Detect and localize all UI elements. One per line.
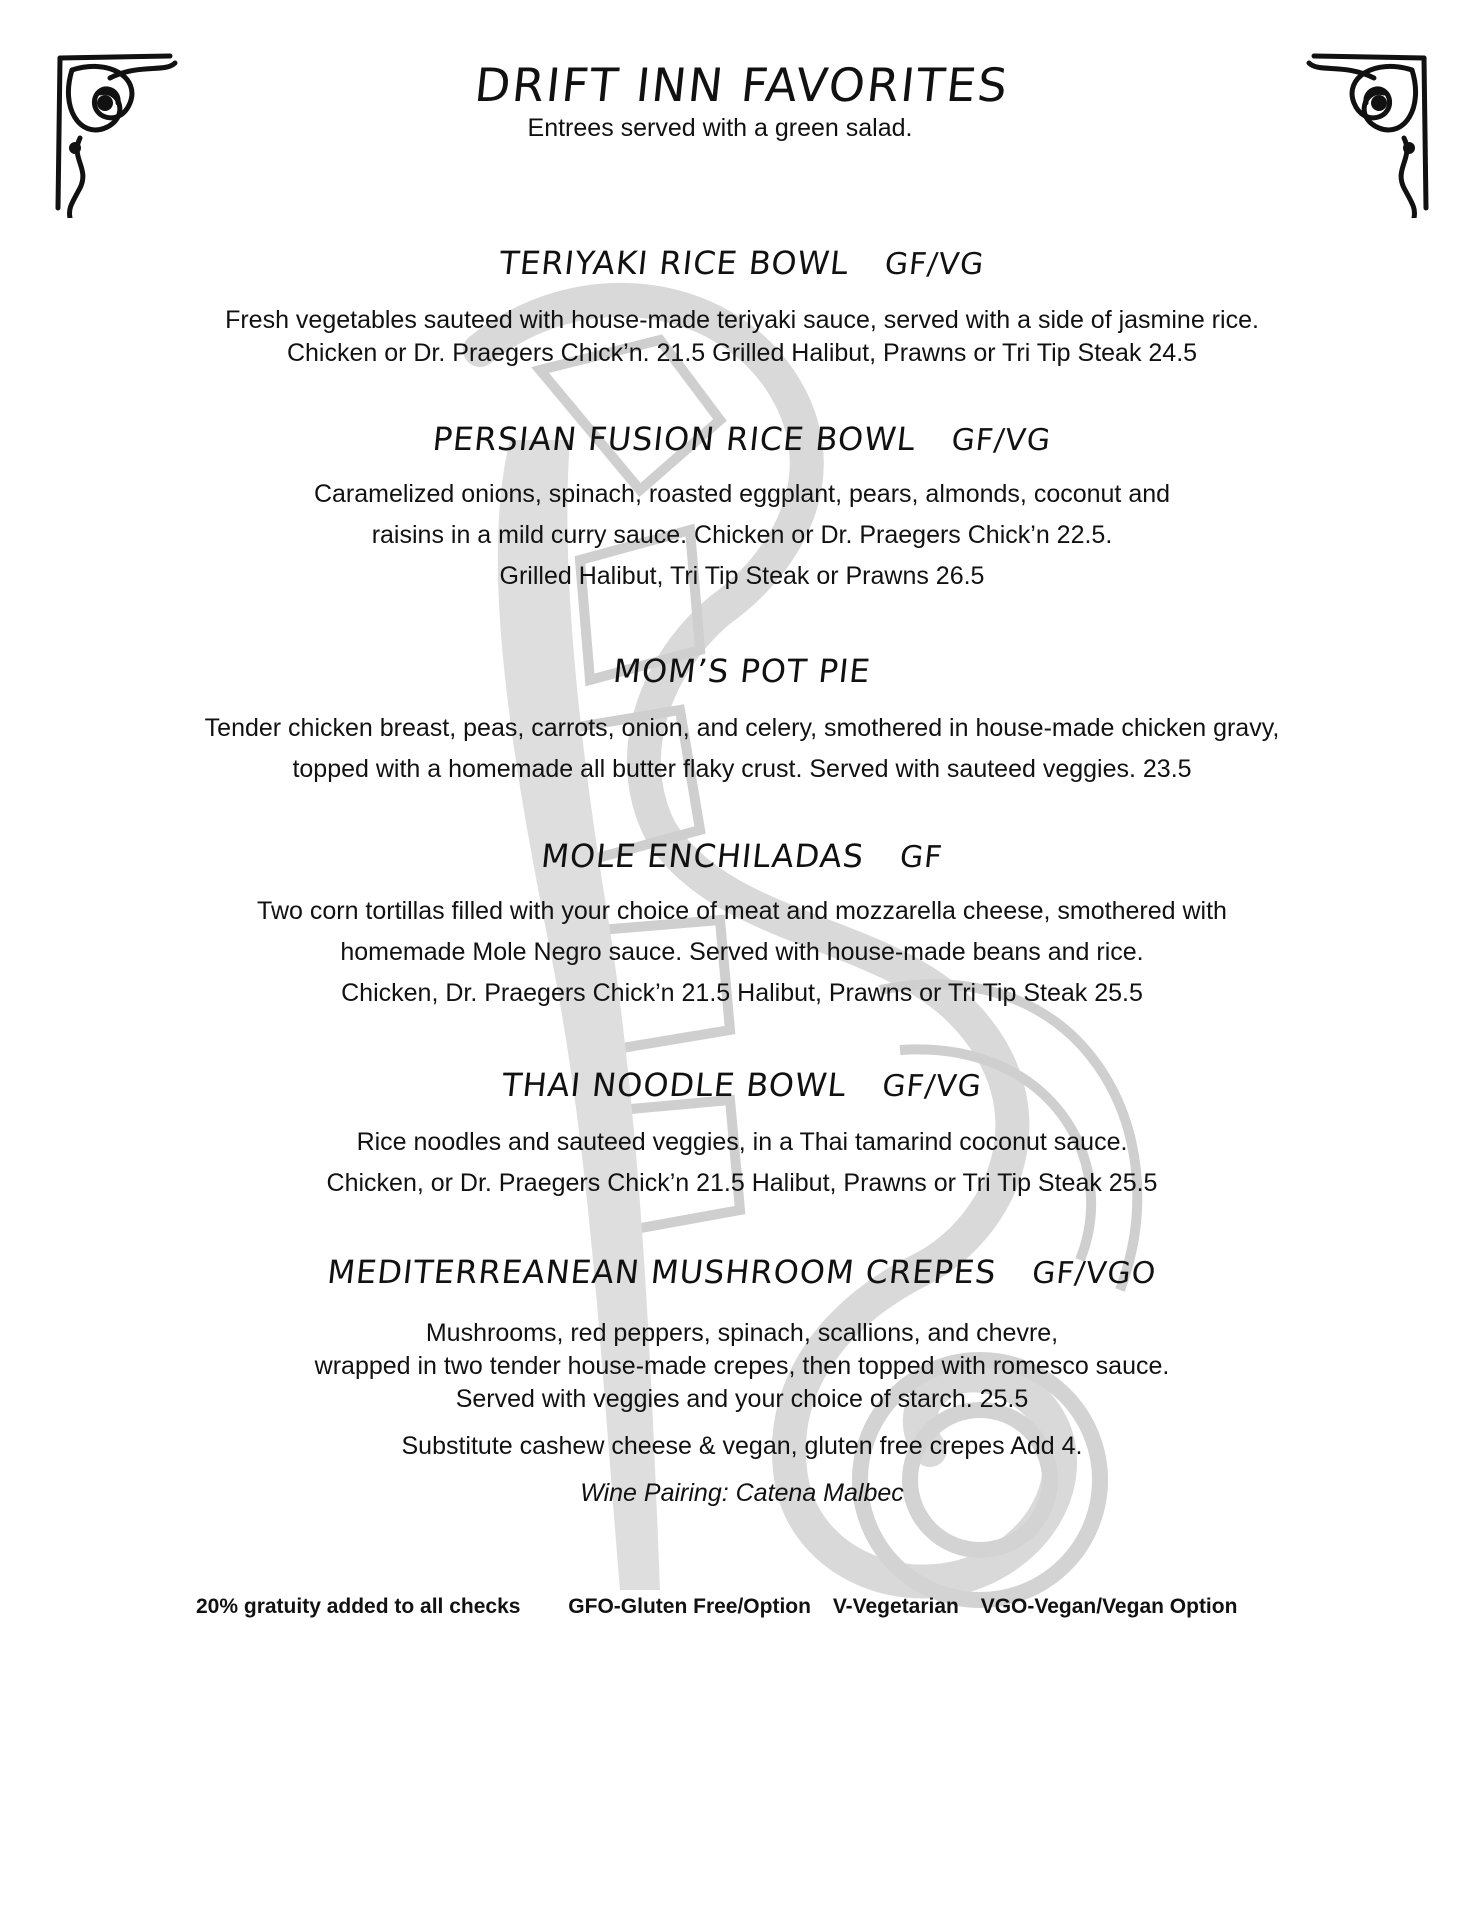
item-price-line: topped with a homemade all butter flaky crust. Served with sauteed veggies. 23.5	[292, 755, 1192, 783]
item-name: THAI NOODLE BOWL	[500, 1066, 849, 1104]
menu-item-thai-noodle-bowl	[0, 1066, 1484, 1198]
item-substitution: Substitute cashew cheese & vegan, gluten free crepes Add 4.	[401, 1432, 1083, 1460]
item-description: Fresh vegetables sauteed with house-made teriyaki sauce, served with a side of jasmine rice.	[225, 306, 1259, 334]
item-title	[0, 837, 1484, 875]
item-title	[0, 652, 1484, 690]
menu-item-teriyaki-rice-bowl	[0, 244, 1484, 368]
menu-item-mole-enchiladas	[0, 837, 1484, 1008]
legend-v: V-Vegetarian	[832, 1595, 959, 1618]
item-name: MEDITERREANEAN MUSHROOM CREPES	[325, 1253, 999, 1291]
page-title: DRIFT INN FAVORITES	[472, 58, 1012, 112]
item-description: wrapped in two tender house-made crepes, then topped with romesco sauce.	[314, 1352, 1170, 1380]
item-price-line: Grilled Halibut, Tri Tip Steak or Prawns 26.5	[499, 562, 985, 590]
diet-tag: GF/VG	[883, 247, 987, 282]
item-name: MOLE ENCHILADAS	[539, 837, 867, 875]
diet-tag: GF	[898, 840, 945, 875]
diet-tag: GF/VG	[949, 423, 1053, 458]
item-description: Caramelized onions, spinach, roasted eggplant, pears, almonds, coconut and	[313, 480, 1171, 508]
item-title	[0, 1066, 1484, 1104]
item-description: homemade Mole Negro sauce. Served with house-made beans and rice.	[340, 938, 1144, 966]
item-price-line: Chicken, or Dr. Praegers Chick’n 21.5 Halibut, Prawns or Tri Tip Steak 25.5	[326, 1169, 1158, 1197]
page-subtitle: Entrees served with a green salad.	[527, 114, 913, 142]
item-price-line: Chicken, Dr. Praegers Chick’n 21.5 Halibut, Prawns or Tri Tip Steak 25.5	[341, 979, 1143, 1007]
item-description: Mushrooms, red peppers, spinach, scallions, and chevre,	[425, 1319, 1059, 1347]
item-description: Tender chicken breast, peas, carrots, onion, and celery, smothered in house-made chicken gravy,	[204, 714, 1280, 742]
item-price-line: Chicken or Dr. Praegers Chick’n. 21.5 Grilled Halibut, Prawns or Tri Tip Steak 24.5	[286, 339, 1198, 367]
item-price-line: Served with veggies and your choice of starch. 25.5	[455, 1385, 1029, 1413]
menu-item-mediterranean-mushroom-crepes	[0, 1253, 1484, 1508]
diet-tag: GF/VG	[880, 1069, 984, 1104]
item-description: Rice noodles and sauteed veggies, in a Thai tamarind coconut sauce.	[356, 1128, 1128, 1156]
menu-item-persian-fusion-rice-bowl	[0, 420, 1484, 591]
legend-gfo: GFO-Gluten Free/Option	[568, 1595, 811, 1618]
item-name: MOM’S POT PIE	[611, 652, 873, 690]
item-name: TERIYAKI RICE BOWL	[497, 244, 852, 282]
item-description: raisins in a mild curry sauce. Chicken or Dr. Praegers Chick’n 22.5.	[371, 521, 1113, 549]
menu-item-moms-pot-pie	[0, 652, 1484, 784]
legend-vgo: VGO-Vegan/Vegan Option	[980, 1595, 1238, 1618]
item-name: PERSIAN FUSION RICE BOWL	[430, 420, 918, 458]
menu-footer	[196, 1595, 1296, 1619]
gratuity-note: 20% gratuity added to all checks	[196, 1595, 521, 1618]
diet-tag: GF/VGO	[1030, 1256, 1159, 1291]
item-title	[0, 420, 1484, 458]
item-title	[0, 244, 1484, 282]
wine-pairing: Wine Pairing: Catena Malbec	[580, 1479, 904, 1507]
item-title	[0, 1253, 1484, 1291]
item-description: Two corn tortillas filled with your choice of meat and mozzarella cheese, smothered with	[257, 897, 1227, 925]
